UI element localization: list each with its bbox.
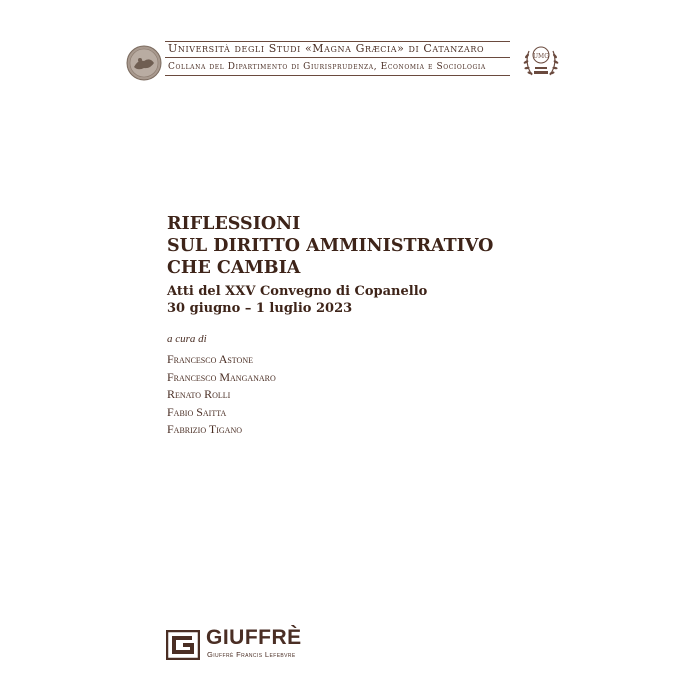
editors-label: a cura di (167, 333, 207, 345)
publisher-tagline: Giuffrè Francis Lefebvre (207, 650, 296, 659)
book-title (167, 213, 493, 279)
university-seal-icon (126, 45, 162, 81)
subtitle-line: Atti del XXV Convegno di Copanello (167, 284, 428, 299)
editors-list (167, 351, 276, 439)
book-subtitle (167, 283, 427, 317)
series-name: Collana del Dipartimento di Giurisprudenza, Economia e Sociologia (168, 62, 486, 72)
title-line: SUL DIRITTO AMMINISTRATIVO (167, 236, 494, 256)
university-name: Università degli Studi «Magna Græcia» di Catanzaro (168, 42, 485, 55)
svg-text:UMG: UMG (533, 53, 549, 60)
editor-name: Fabrizio Tigano (167, 422, 243, 436)
title-line: RIFLESSIONI (167, 214, 301, 234)
title-line: CHE CAMBIA (167, 258, 301, 278)
publisher-name: GIUFFRÈ (206, 626, 302, 649)
laurel-emblem-icon (520, 41, 562, 85)
editor-name: Renato Rolli (167, 387, 231, 401)
giuffre-logo-icon (166, 630, 200, 660)
subtitle-line: 30 giugno – 1 luglio 2023 (167, 301, 353, 316)
editor-name: Francesco Manganaro (167, 369, 276, 384)
editor-name: Francesco Astone (167, 352, 253, 366)
editor-name: Fabio Saitta (167, 404, 227, 419)
